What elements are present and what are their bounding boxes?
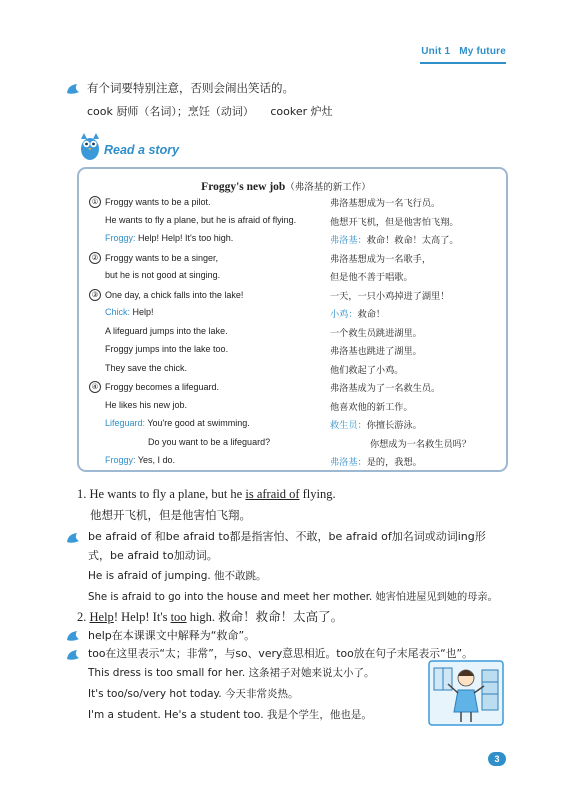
story-translation: 他喜欢他的新工作。 [330, 401, 413, 413]
unit-title: My future [459, 46, 506, 57]
note-2-underlined-help: Help [89, 610, 114, 624]
story-line-en [105, 400, 187, 410]
note-1-number: 1. [77, 487, 87, 501]
note-1-translation: 他想开飞机，但是他害怕飞翔。 [90, 508, 251, 522]
girl-illustration [428, 660, 504, 726]
story-translation: 弗洛基想成为一名飞行员。 [330, 198, 441, 209]
note-2-text-b: high. 救命！救命！太高了。 [186, 610, 344, 624]
intro-note: 有个词要特别注意，否则会闹出笑话的。 [87, 81, 294, 95]
story-line-cn [330, 232, 459, 246]
story-line-cn [330, 269, 413, 283]
note-1-sentence [77, 487, 336, 502]
story-text: You're good at swimming. [145, 418, 250, 428]
story-text: One day, a chick falls into the lake! [105, 289, 244, 300]
story-line-en [89, 289, 243, 301]
story-translation: 你擅长游泳。 [366, 420, 422, 431]
bullet-icon [66, 649, 80, 661]
story-text: Do you want to be a lifeguard? [148, 436, 271, 447]
paragraph-number: ② [89, 252, 101, 264]
story-line-en [89, 252, 218, 264]
note-2-sentence [77, 607, 343, 625]
page-number: 3 [488, 752, 506, 766]
story-translation: 一个救生员跳进湖里。 [330, 327, 422, 339]
story-line-en [89, 381, 219, 393]
note-2-number: 2. [77, 610, 87, 624]
story-translation: 弗洛基也跳进了湖里。 [330, 346, 422, 357]
story-line-cn [330, 288, 449, 302]
story-text: Yes, I do. [135, 455, 176, 465]
story-line-cn [330, 251, 431, 265]
story-title-en: Froggy's new job [201, 181, 286, 193]
speaker-label-cn: 救生员： [330, 420, 367, 431]
story-line-en [105, 363, 187, 373]
story-text: Froggy wants to be a singer, [105, 252, 219, 263]
story-title-cn: （弗洛基的新工作） [285, 182, 371, 193]
speaker-label: Froggy: [105, 233, 136, 243]
story-text: Help! Help! It's too high. [135, 233, 234, 243]
unit-header [421, 46, 506, 57]
example-hot: It's too/so/very hot today. 今天非常炎热。 [88, 688, 299, 700]
story-text: He likes his new job. [105, 399, 188, 410]
story-translation: 他们救起了小鸡。 [330, 364, 404, 376]
story-translation: 救命！救命！太高了。 [366, 235, 459, 246]
speaker-label: Froggy: [105, 455, 136, 465]
story-line-cn [330, 380, 440, 394]
example-dress: This dress is too small for her. 这条裙子对她来说太小了。 [88, 667, 375, 679]
story-line-en [105, 307, 154, 317]
story-text: He wants to fly a plane, but he is afraid of flying. [105, 214, 297, 225]
header-rule [420, 62, 506, 64]
story-line-en [89, 196, 211, 208]
example-student: I'm a student. He's a student too. 我是个学生，他也是。 [88, 709, 372, 721]
story-line-en [148, 437, 270, 447]
note-2-underlined-too: too [170, 610, 187, 624]
note-2-text-a: ! Help! It's [113, 610, 171, 624]
story-text: A lifeguard jumps into the lake. [105, 325, 228, 336]
story-line-en [105, 418, 250, 428]
speaker-label-cn: 弗洛基： [330, 457, 367, 468]
story-translation: 但是他不善于唱歌。 [330, 272, 413, 283]
speaker-label: Chick: [105, 307, 131, 317]
story-line-en [105, 344, 228, 354]
unit-label: Unit 1 [421, 46, 451, 57]
example-house: She is afraid to go into the house and meet her mother. 她害怕进屋见到她的母亲。 [88, 592, 498, 603]
story-line-en [105, 215, 296, 225]
bullet-icon [66, 630, 80, 642]
story-line-cn [330, 343, 422, 357]
paragraph-number: ③ [89, 289, 101, 301]
too-explanation: too在这里表示“太；非常”，与so、very意思相近。too放在句子末尾表示“也”。 [88, 647, 473, 660]
story-line-en [105, 455, 175, 465]
story-line-cn [330, 362, 404, 376]
paragraph-number: ④ [89, 381, 101, 393]
story-line-cn [330, 454, 422, 468]
story-line-cn [330, 399, 413, 413]
story-text: Froggy jumps into the lake too. [105, 344, 229, 354]
story-line-cn [330, 195, 440, 209]
story-line-cn [330, 214, 459, 228]
story-translation: 是的，我想。 [366, 457, 422, 468]
bullet-icon [66, 83, 80, 95]
story-text: Help! [130, 307, 154, 317]
story-line-en [105, 233, 233, 243]
bullet-icon [66, 532, 80, 544]
example-jumping: He is afraid of jumping. 他不敢跳。 [88, 570, 267, 582]
speaker-label-cn: 弗洛基： [330, 235, 367, 246]
afraid-explanation-2: 式，be afraid to加动词。 [88, 549, 218, 562]
afraid-explanation-1: be afraid of 和be afraid to都是指害怕、不敢，be afraid of加名词或动词ing形 [88, 530, 486, 543]
story-title [0, 179, 572, 193]
story-line-cn [370, 436, 471, 450]
story-text: Froggy becomes a lifeguard. [105, 382, 220, 392]
story-text: They save the chick. [105, 362, 188, 373]
speaker-label-cn: 小鸡： [330, 309, 358, 320]
story-translation: 救命！ [357, 309, 386, 320]
story-translation: 他想开飞机，但是他害怕飞翔。 [330, 216, 459, 228]
note-1-underlined: is afraid of [245, 487, 300, 501]
story-text: but he is not good at singing. [105, 270, 221, 280]
note-1-text-a: He wants to fly a plane, but he [89, 487, 246, 501]
story-line-cn [330, 325, 422, 339]
story-line-en [105, 270, 220, 280]
story-text: Froggy wants to be a pilot. [105, 197, 211, 207]
story-translation: 你想成为一名救生员吗？ [370, 438, 472, 450]
story-line-en [105, 326, 228, 336]
story-translation: 弗洛基想成为一名歌手， [330, 253, 432, 265]
note-1-text-b: flying. [299, 487, 336, 501]
help-explanation: help在本课课文中解释为“救命”。 [88, 629, 256, 642]
story-translation: 弗洛基成为了一名救生员。 [330, 383, 441, 394]
story-translation: 一天，一只小鸡掉进了湖里！ [330, 290, 450, 302]
paragraph-number: ① [89, 196, 101, 208]
read-story-label: Read a story [104, 143, 180, 157]
vocab-line: cook 厨师（名词）；烹饪（动词） cooker 炉灶 [87, 105, 333, 118]
speaker-label: Lifeguard: [105, 418, 146, 428]
owl-icon [78, 131, 102, 161]
story-line-cn [330, 417, 422, 431]
story-line-cn [330, 306, 385, 320]
